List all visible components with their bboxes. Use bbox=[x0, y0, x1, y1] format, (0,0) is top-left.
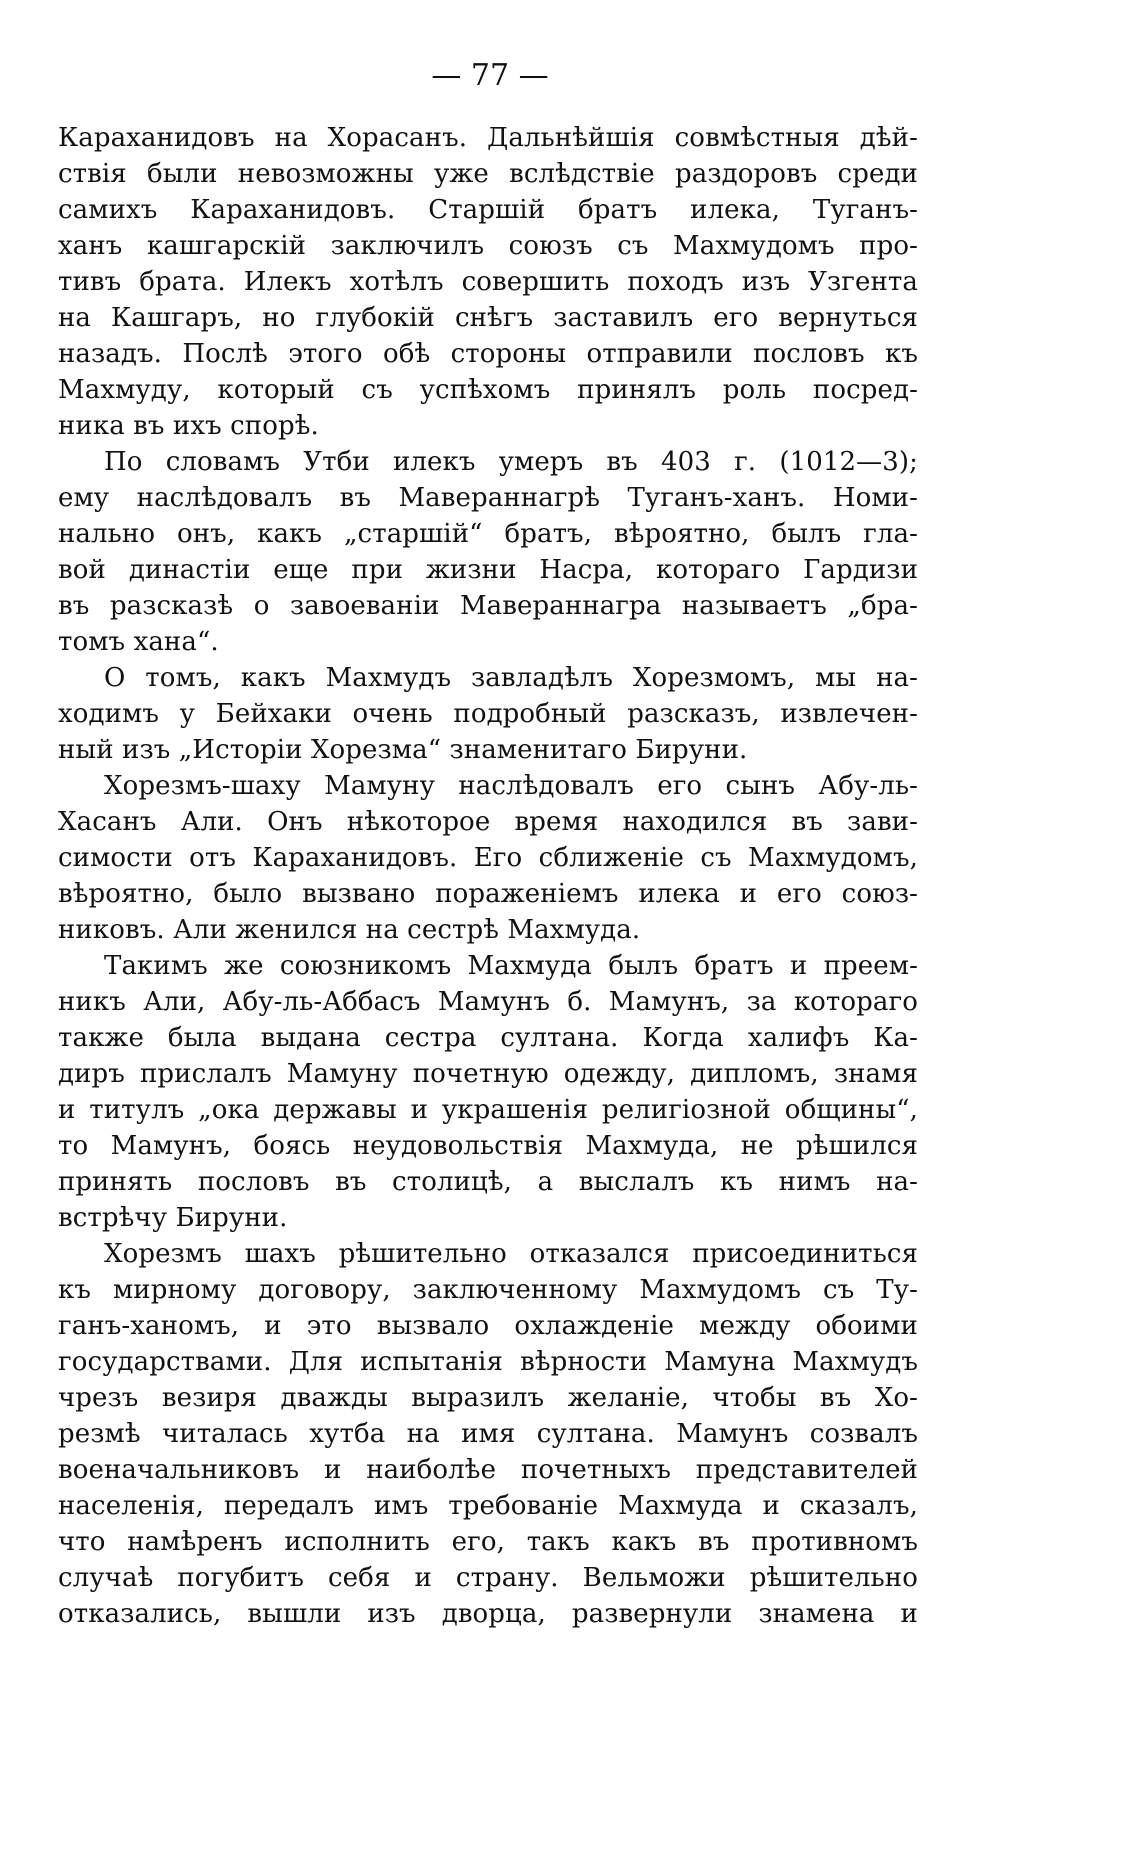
text-line: никовъ. Али женился на сестрѣ Махмуда. bbox=[58, 915, 641, 945]
text-line: Хасанъ Али. Онъ нѣкоторое время находился въ зави- bbox=[58, 807, 918, 837]
text-line: ганъ-ханомъ, и это вызвало охлажденіе между обоими bbox=[58, 1311, 918, 1341]
text-line: къ мирному договору, заключенному Махмудомъ съ Ту- bbox=[58, 1275, 918, 1305]
text-line: населенія, передалъ имъ требованіе Махмуда и сказалъ, bbox=[58, 1491, 918, 1521]
text-line: никъ Али, Абу-ль-Аббасъ Мамунъ б. Мамунъ, за котораго bbox=[58, 987, 918, 1017]
text-line: тивъ брата. Илекъ хотѣлъ совершить походъ изъ Узгента bbox=[58, 267, 918, 297]
text-line: Махмуду, который съ успѣхомъ принялъ роль посред- bbox=[58, 375, 918, 405]
text-line: и титулъ „ока державы и украшенія религіозной общины“, bbox=[58, 1095, 918, 1125]
text-line: государствами. Для испытанія вѣрности Мамуна Махмудъ bbox=[58, 1347, 918, 1377]
text-line: вѣроятно, было вызвано пораженіемъ илека и его союз- bbox=[58, 879, 918, 909]
text-line: въ разсказѣ о завоеваніи Мавераннагра называетъ „бра- bbox=[58, 591, 918, 621]
text-line: Такимъ же союзникомъ Махмуда былъ братъ и преем- bbox=[104, 951, 918, 981]
text-line: также была выдана сестра султана. Когда халифъ Ка- bbox=[58, 1023, 918, 1053]
text-line: чрезъ везиря дважды выразилъ желаніе, чтобы въ Хо- bbox=[58, 1383, 918, 1413]
text-line: на Кашгаръ, но глубокій снѣгъ заставилъ его вернуться bbox=[58, 303, 918, 333]
text-line: ему наслѣдовалъ въ Мавераннагрѣ Туганъ-ханъ. Номи- bbox=[58, 483, 918, 513]
text-line: нально онъ, какъ „старшій“ братъ, вѣроятно, былъ гла- bbox=[58, 519, 918, 549]
text-line: ника въ ихъ спорѣ. bbox=[58, 411, 319, 441]
text-line: принять пословъ въ столицѣ, а выслалъ къ нимъ на- bbox=[58, 1167, 918, 1197]
text-line: резмѣ читалась хутба на имя султана. Мамунъ созвалъ bbox=[58, 1419, 918, 1449]
text-line: назадъ. Послѣ этого обѣ стороны отправили пословъ къ bbox=[58, 339, 918, 369]
paragraph bbox=[58, 948, 918, 1236]
text-line: то Мамунъ, боясь неудовольствія Махмуда, не рѣшился bbox=[58, 1131, 918, 1161]
text-line: самихъ Караханидовъ. Старшій братъ илека, Туганъ- bbox=[58, 195, 918, 225]
text-line: Хорезмъ шахъ рѣшительно отказался присоединиться bbox=[104, 1239, 918, 1269]
text-line: Караханидовъ на Хорасанъ. Дальнѣйшія совмѣстныя дѣй- bbox=[58, 123, 918, 153]
paragraph bbox=[58, 444, 918, 660]
paragraph bbox=[58, 120, 918, 444]
text-line: военачальниковъ и наиболѣе почетныхъ представителей bbox=[58, 1455, 918, 1485]
text-line: вой династіи еще при жизни Насра, котораго Гардизи bbox=[58, 555, 918, 585]
text-line: ствія были невозможны уже вслѣдствіе раздоровъ среди bbox=[58, 159, 918, 189]
text-line: Хорезмъ-шаху Мамуну наслѣдовалъ его сынъ Абу-ль- bbox=[104, 771, 918, 801]
text-line: По словамъ Утби илекъ умеръ въ 403 г. (1012—3); bbox=[104, 447, 918, 477]
text-line: что намѣренъ исполнить его, такъ какъ въ противномъ bbox=[58, 1527, 918, 1557]
text-line: диръ прислалъ Мамуну почетную одежду, дипломъ, знамя bbox=[58, 1059, 918, 1089]
text-line: симости отъ Караханидовъ. Его сближеніе съ Махмудомъ, bbox=[58, 843, 918, 873]
text-line: томъ хана“. bbox=[58, 627, 219, 657]
text-line: О томъ, какъ Махмудъ завладѣлъ Хорезмомъ, мы на- bbox=[104, 663, 918, 693]
paragraph bbox=[58, 660, 918, 768]
paragraph bbox=[58, 768, 918, 948]
text-line: случаѣ погубитъ себя и страну. Вельможи рѣшительно bbox=[58, 1563, 918, 1593]
text-line: ходимъ у Бейхаки очень подробный разсказъ, извлечен- bbox=[58, 699, 918, 729]
text-line: отказались, вышли изъ дворца, развернули знамена и bbox=[58, 1599, 918, 1629]
text-line: ный изъ „Исторіи Хорезма“ знаменитаго Бируни. bbox=[58, 735, 748, 765]
text-line: встрѣчу Бируни. bbox=[58, 1203, 288, 1233]
text-line: ханъ кашгарскій заключилъ союзъ съ Махмудомъ про- bbox=[58, 231, 918, 261]
body-text bbox=[58, 120, 918, 1632]
page-number: — 77 — bbox=[431, 58, 549, 93]
paragraph bbox=[58, 1236, 918, 1632]
